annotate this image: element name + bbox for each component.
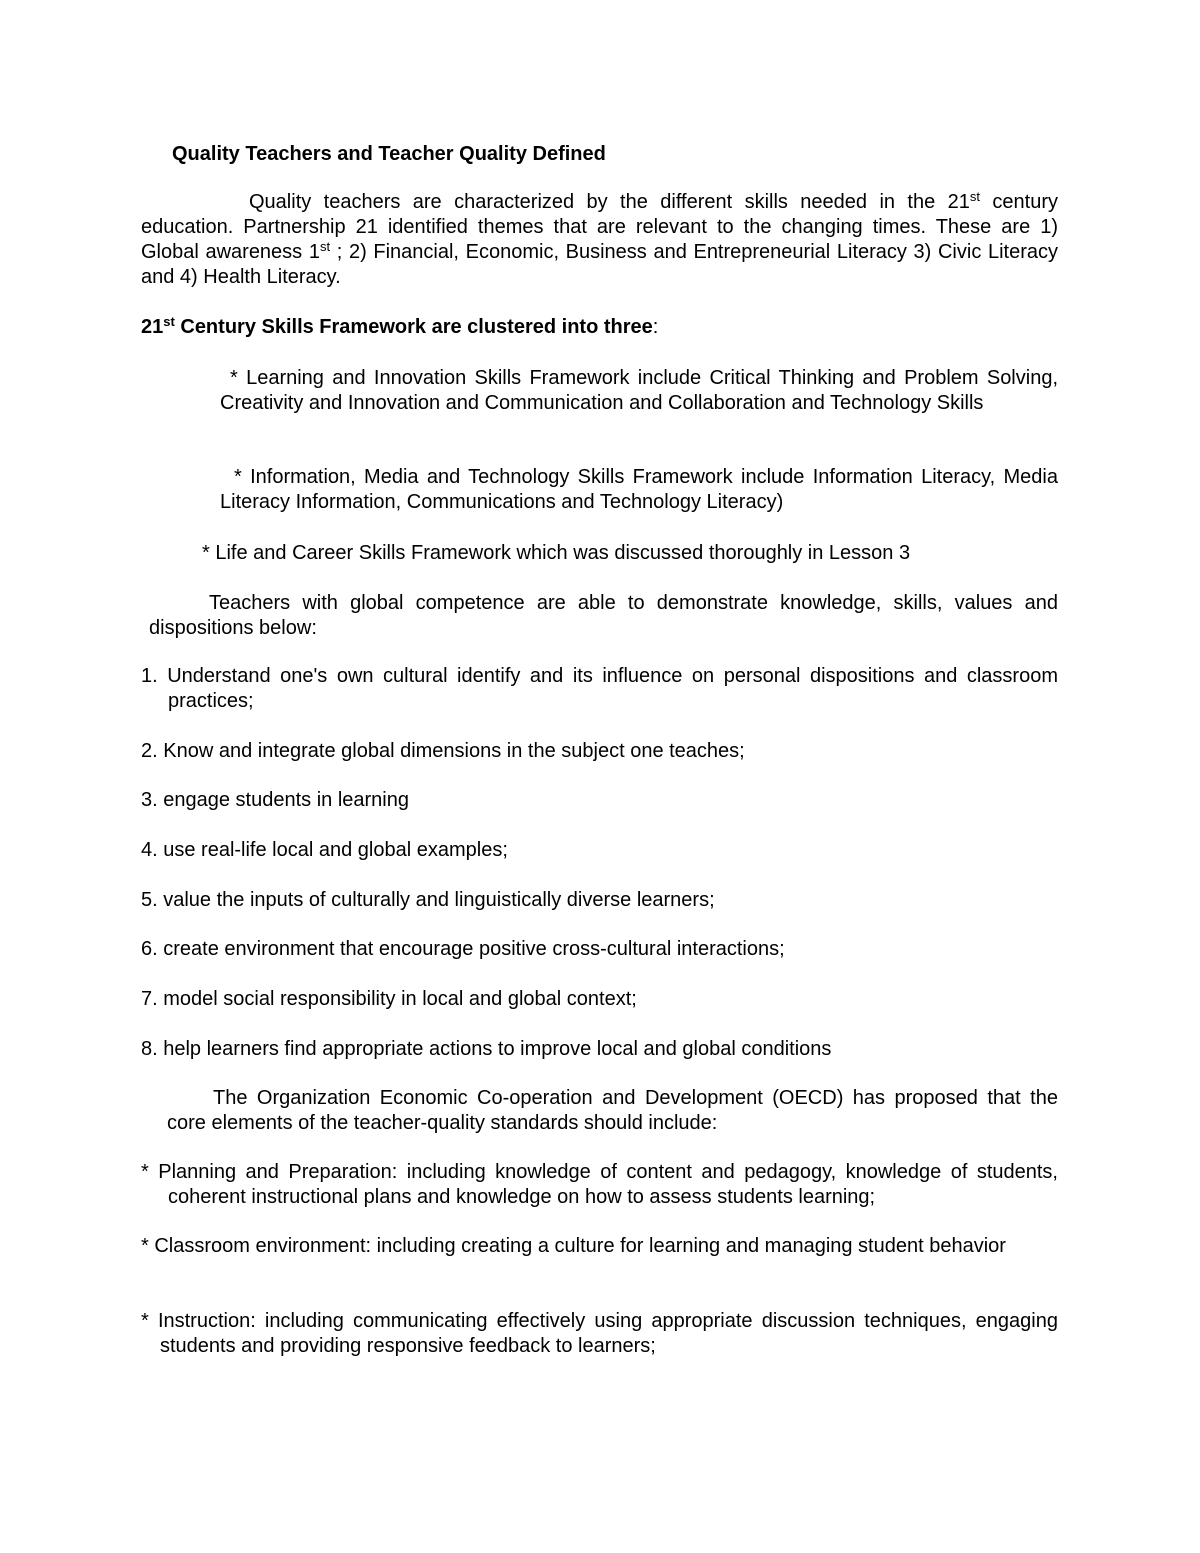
competency-item: 6. create environment that encourage positive cross-cultural interactions;	[141, 938, 785, 960]
standard-item-instruction: * Instruction: including communicating effectively using appropriate discussion techniques, engaging students and providing responsive feedback to learners;	[141, 1310, 1058, 1357]
framework-heading-colon: :	[652, 316, 659, 338]
competence-intro: Teachers with global competence are able to demonstrate knowledge, skills, values and dispositions below:	[149, 592, 1058, 639]
standard-item-planning: * Planning and Preparation: including knowledge of content and pedagogy, knowledge of students, coherent instructional plans and knowledge on how to assess students learning;	[141, 1161, 1058, 1208]
framework-item-learning: * Learning and Innovation Skills Framework include Critical Thinking and Problem Solving, Creativity and Innovation and Communication and Collaboration and Technology Skills	[220, 367, 1058, 414]
framework-heading-text: Century Skills Framework are clustered into three	[174, 316, 653, 338]
intro-text-2: century education. Partnership 21 identified themes that are relevant to the changing times. These are 1) Global awareness 1	[141, 191, 1058, 263]
intro-paragraph	[141, 190, 1058, 290]
framework-heading-sup: st	[163, 314, 175, 329]
page-title: Quality Teachers and Teacher Quality Defined	[172, 143, 606, 165]
competency-item: 7. model social responsibility in local and global context;	[141, 988, 637, 1010]
oecd-intro: The Organization Economic Co-operation and Development (OECD) has proposed that the core elements of the teacher-quality standards should include:	[167, 1087, 1058, 1134]
framework-item-life-career: * Life and Career Skills Framework which was discussed thoroughly in Lesson 3	[202, 542, 911, 564]
intro-sup-2: st	[319, 239, 331, 254]
intro-text-1: Quality teachers are characterized by the different skills needed in the 21	[249, 191, 970, 213]
competency-item: 1. Understand one's own cultural identify and its influence on personal dispositions and classroom practices;	[141, 665, 1058, 712]
competency-item: 5. value the inputs of culturally and linguistically diverse learners;	[141, 889, 715, 911]
framework-heading-num: 21	[141, 316, 164, 338]
competency-item: 8. help learners find appropriate actions to improve local and global conditions	[141, 1038, 832, 1060]
competency-item: 2. Know and integrate global dimensions in the subject one teaches;	[141, 740, 745, 762]
competency-item: 4. use real-life local and global examples;	[141, 839, 508, 861]
intro-text-3: ; 2) Financial, Economic, Business and Entrepreneurial Literacy 3) Civic Literacy and 4) Health Literacy.	[141, 241, 1058, 288]
framework-item-information: * Information, Media and Technology Skills Framework include Information Literacy, Media Literacy Information, Communications and Technology Literacy)	[220, 466, 1058, 513]
standard-item-classroom: * Classroom environment: including creating a culture for learning and managing student behavior	[141, 1235, 1006, 1257]
framework-heading	[141, 315, 1058, 340]
competency-item: 3. engage students in learning	[141, 789, 409, 811]
intro-sup-1: st	[969, 189, 980, 204]
